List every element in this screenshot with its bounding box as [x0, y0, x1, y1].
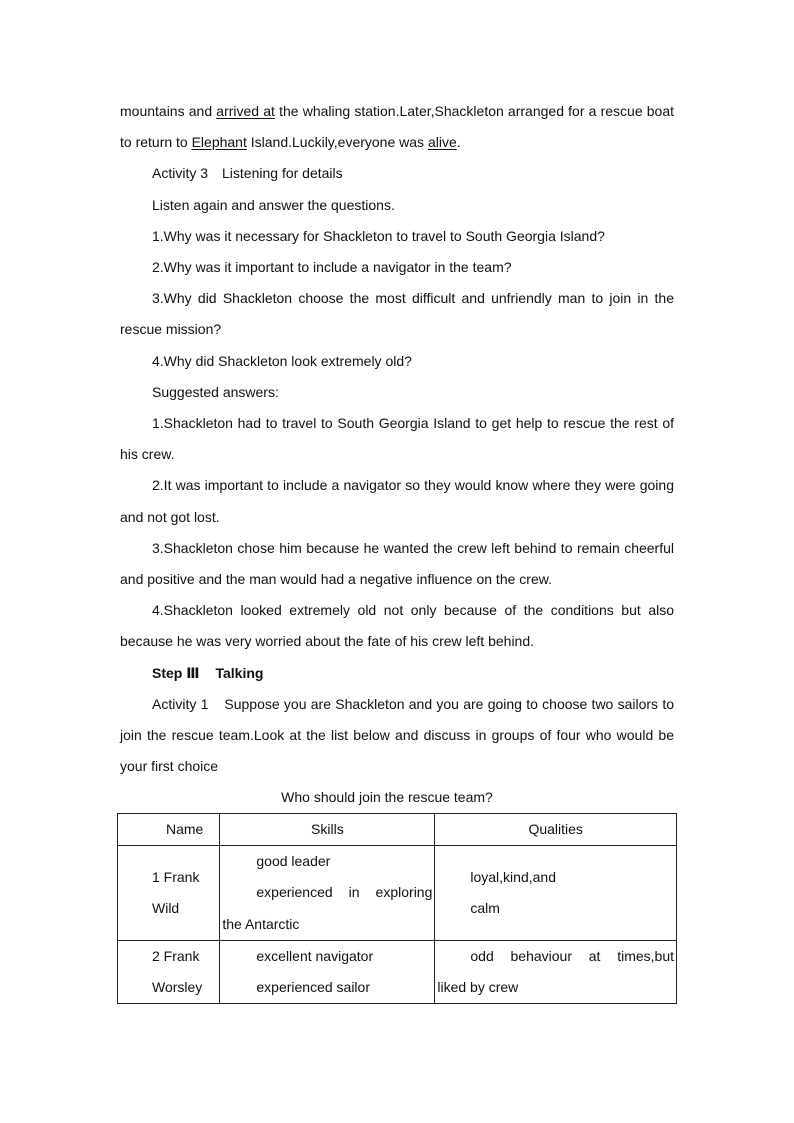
question-3: 3.Why did Shackleton choose the most difficult and unfriendly man to join in the rescue mission? [120, 290, 674, 338]
listen-again-instruction: Listen again and answer the questions. [152, 196, 395, 213]
cell-skills: good leader experienced in exploring the Antarctic [220, 846, 435, 941]
activity3-heading: Activity 3 Listening for details [152, 165, 343, 182]
header-skills: Skills [220, 814, 435, 846]
cell-name: 2 Frank Worsley [118, 940, 220, 1003]
answer-1: 1.Shackleton had to travel to South Georgia Island to get help to rescue the rest of his crew. [120, 415, 674, 463]
header-qualities: Qualities [435, 814, 677, 846]
activity1-text: Suppose you are Shackleton and you are going to choose two sailors to join the rescue team.Look at the list below and discuss in groups of four who would be your first choice [120, 695, 674, 775]
question-2: 2.Why was it important to include a navigator in the team? [152, 259, 512, 276]
suggested-answers-label: Suggested answers: [152, 383, 279, 400]
cell-name: 1 Frank Wild [118, 846, 220, 941]
question-4: 4.Why did Shackleton look extremely old? [152, 352, 412, 369]
answer-4: 4.Shackleton looked extremely old not only because of the conditions but also because he was very worried about the fate of his crew left behind. [120, 602, 674, 650]
rescue-team-table [117, 813, 677, 1004]
table-header-row [118, 814, 677, 846]
question-1: 1.Why was it necessary for Shackleton to travel to South Georgia Island? [152, 227, 605, 244]
answer-2: 2.It was important to include a navigator so they would know where they were going and not got lost. [120, 477, 674, 525]
table-caption: Who should join the rescue team? [281, 789, 493, 806]
answer-3: 3.Shackleton chose him because he wanted the crew left behind to remain cheerful and positive and the man would had a negative influence on the crew. [120, 539, 674, 588]
cell-qualities: odd behaviour at times,but liked by crew [435, 940, 677, 1003]
header-name: Name [118, 814, 220, 846]
underlined-arrived-at: arrived at [216, 103, 275, 119]
activity1-label: Activity 1 [152, 695, 209, 712]
step-heading: Step Ⅲ Talking [152, 664, 264, 681]
table-row [118, 846, 677, 941]
document-body [120, 96, 674, 814]
cell-qualities: loyal,kind,and calm [435, 846, 677, 941]
underlined-alive: alive [427, 134, 457, 151]
underlined-elephant: Elephant [191, 134, 247, 151]
paragraph-rescue-ending: mountains and arrived at the whaling station.Later,Shackleton arranged for a rescue boat to return to Elephant Island.Luckily,everyone was alive. [120, 103, 675, 151]
cell-skills: excellent navigator experienced sailor [220, 940, 435, 1003]
table-row [118, 940, 677, 1003]
activity1-paragraph [120, 689, 674, 783]
